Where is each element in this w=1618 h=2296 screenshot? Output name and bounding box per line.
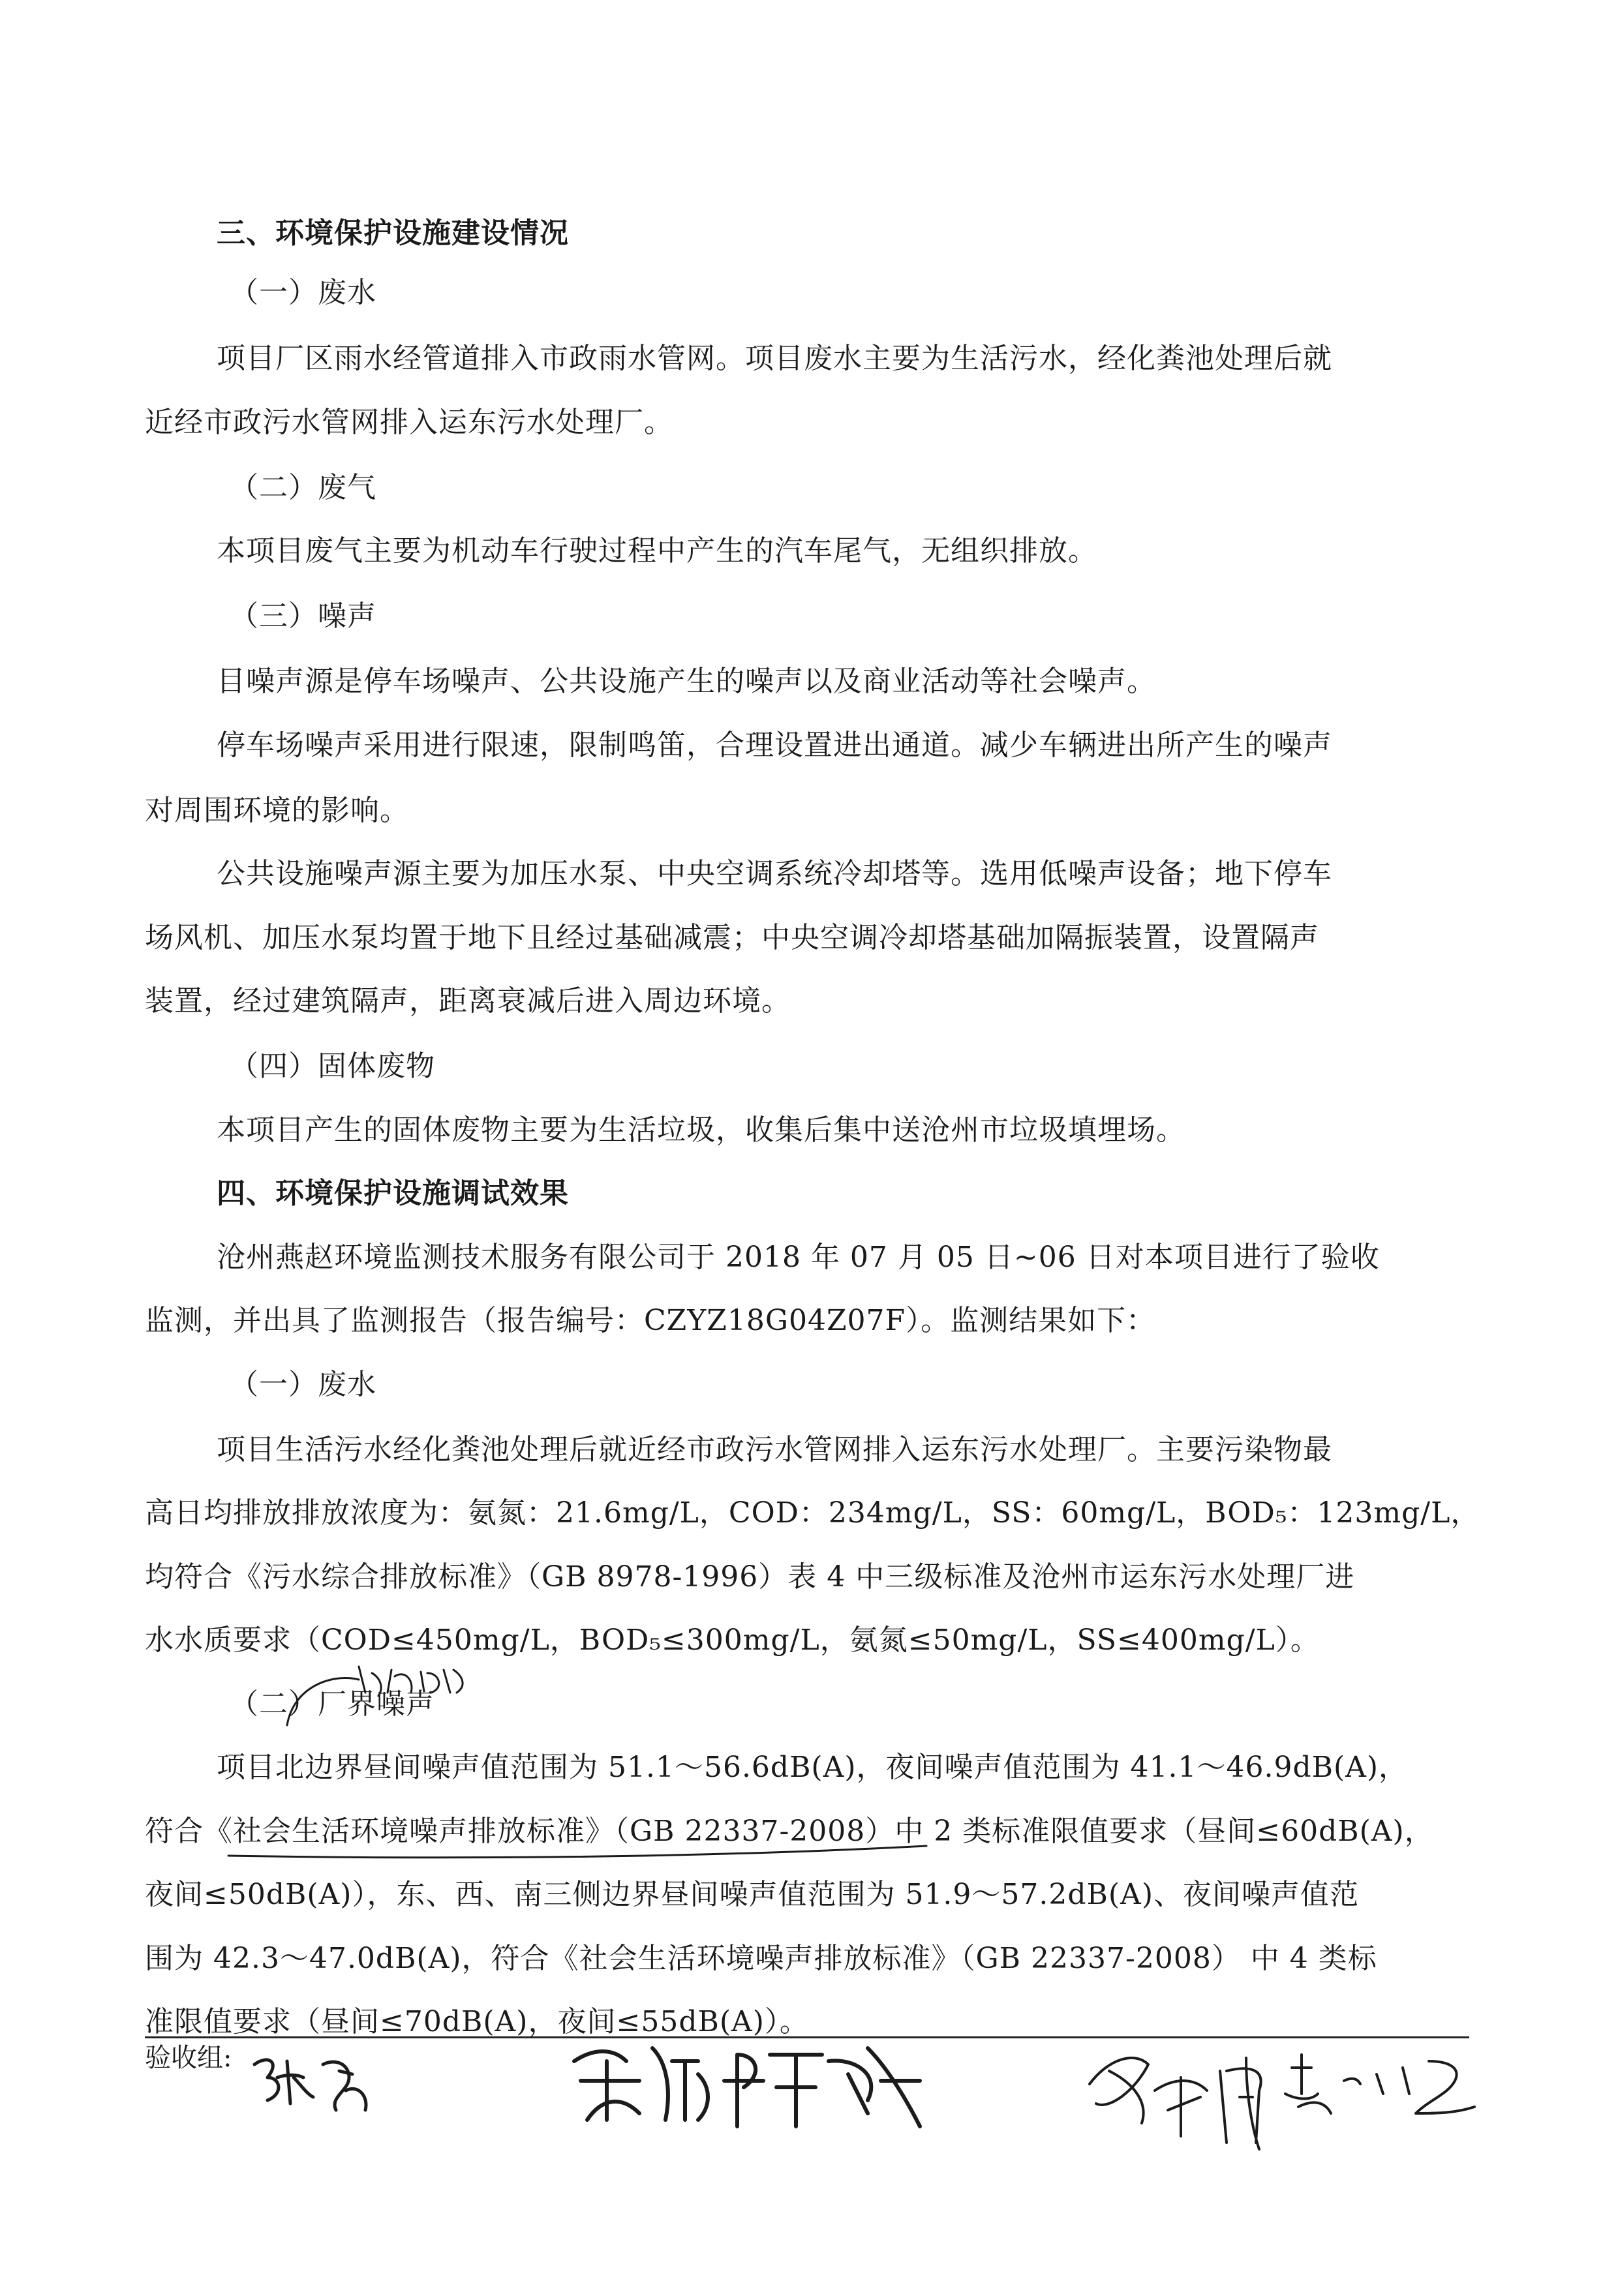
signature-3 [1083, 2032, 1298, 2156]
boundary-noise-heading: （二）厂界噪声 [230, 1687, 435, 1721]
boundary-noise-line: 夜间≤50dB(A)），东、西、南三侧边界昼间噪声值范围为 51.9～57.2dB(A)、夜间噪声值范 [145, 1878, 1359, 1911]
noise-text-line: 公共设施噪声源主要为加压水泵、中央空调系统冷却塔等。选用低噪声设备；地下停车 [217, 857, 1332, 890]
noise-text-line: 目噪声源是停车场噪声、公共设施产生的噪声以及商业活动等社会噪声。 [217, 665, 1156, 698]
acceptance-group-label: 验收组: [145, 2043, 232, 2073]
signature-4 [1279, 2042, 1488, 2133]
waste-gas-text: 本项目废气主要为机动车行驶过程中产生的汽车尾气，无组织排放。 [217, 534, 1097, 567]
monitor-wastewater-heading: （一）废水 [230, 1368, 376, 1401]
monitor-wastewater-line: 均符合《污水综合排放标准》（GB 8978-1996）表 4 中三级标准及沧州市运东污水处理厂进 [145, 1560, 1355, 1594]
boundary-noise-line: 符合《社会生活环境噪声排放标准》（GB 22337-2008）中 2 类标准限值要求（昼间≤60dB(A)， [145, 1815, 1434, 1848]
signature-1 [248, 2045, 418, 2117]
noise-text-line: 对周围环境的影响。 [145, 794, 409, 827]
solid-waste-heading: （四）固体废物 [230, 1050, 435, 1083]
wastewater-text-line: 项目厂区雨水经管道排入市政雨水管网。项目废水主要为生活污水，经化粪池处理后就 [217, 342, 1332, 375]
monitor-wastewater-line: 高日均排放排放浓度为：氨氮：21.6mg/L，COD：234mg/L，SS：60mg/L，BOD₅：123mg/L， [145, 1496, 1480, 1530]
section4-intro-line: 沧州燕赵环境监测技术服务有限公司于 2018 年 07 月 05 日~06 日对本项目进行了验收 [217, 1241, 1380, 1274]
monitor-wastewater-line: 水水质要求（COD≤450mg/L，BOD₅≤300mg/L，氨氮≤50mg/L，SS≤400mg/L）。 [145, 1624, 1320, 1657]
section4-title: 四、环境保护设施调试效果 [217, 1177, 569, 1210]
solid-waste-text: 本项目产生的固体废物主要为生活垃圾，收集后集中送沧州市垃圾填埋场。 [217, 1113, 1185, 1147]
wastewater-heading: （一）废水 [230, 276, 376, 309]
handwritten-underline [222, 1836, 939, 1875]
boundary-noise-line: 围为 42.3～47.0dB(A)，符合《社会生活环境噪声排放标准》（GB 22337-2008） 中 4 类标 [145, 1942, 1377, 1975]
noise-text-line: 停车场噪声采用进行限速，限制鸣笛，合理设置进出通道。减少车辆进出所产生的噪声 [217, 729, 1332, 762]
section3-title: 三、环境保护设施建设情况 [217, 217, 569, 250]
waste-gas-heading: （二）废气 [230, 471, 376, 504]
handwritten-annotation [281, 1660, 496, 1732]
wastewater-text-line: 近经市政污水管网排入运东污水处理厂。 [145, 406, 673, 439]
noise-text-line: 装置，经过建筑隔声，距离衰减后进入周边环境。 [145, 984, 791, 1018]
boundary-noise-line: 项目北边界昼间噪声值范围为 51.1～56.6dB(A)，夜间噪声值范围为 41.1～46.9dB(A)， [217, 1751, 1409, 1784]
boundary-noise-line: 准限值要求（昼间≤70dB(A)，夜间≤55dB(A)）。 [145, 2005, 809, 2038]
section4-intro-line: 监测，并出具了监测报告（报告编号：CZYZ18G04Z07F）。监测结果如下： [145, 1304, 1156, 1337]
monitor-wastewater-line: 项目生活污水经化粪池处理后就近经市政污水管网排入运东污水处理厂。主要污染物最 [217, 1433, 1332, 1466]
signature-2 [568, 2035, 933, 2133]
noise-heading: （三）噪声 [230, 599, 376, 633]
noise-text-line: 场风机、加压水泵均置于地下且经过基础减震；中央空调冷却塔基础加隔振装置，设置隔声 [145, 921, 1319, 954]
